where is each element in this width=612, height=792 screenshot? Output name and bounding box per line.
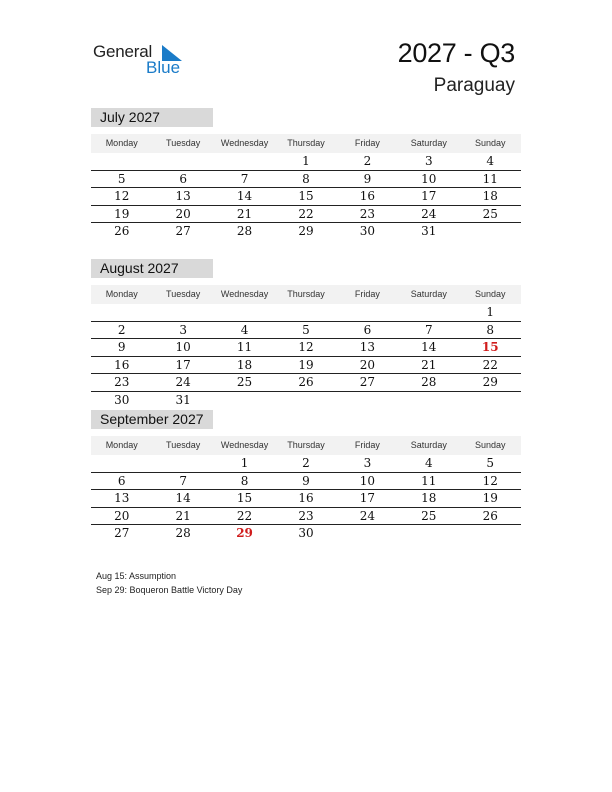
- logo-text-general: General: [93, 42, 153, 61]
- day-cell: 12: [114, 189, 130, 203]
- day-cell: 30: [114, 392, 130, 407]
- day-cell: 25: [421, 508, 437, 523]
- week-row: [91, 392, 521, 409]
- weekday-header-row: [91, 285, 521, 304]
- week-row: [91, 339, 521, 357]
- day-cell: 17: [175, 357, 191, 372]
- month-august: [91, 259, 521, 408]
- week-row: [91, 206, 521, 224]
- day-cell: 1: [302, 154, 310, 168]
- day-cell: 22: [236, 508, 253, 523]
- month-july: [91, 108, 521, 240]
- day-cell: 12: [482, 473, 498, 488]
- day-cell: [460, 525, 521, 542]
- day-cell: 28: [236, 224, 253, 238]
- day-cell: 6: [179, 171, 187, 186]
- day-cell: 6: [117, 473, 126, 488]
- day-cell: 23: [359, 206, 376, 221]
- week-row: [91, 473, 521, 491]
- day-cell: [398, 304, 459, 321]
- day-cell: 21: [236, 206, 253, 221]
- weekday-label: Thursday: [287, 440, 325, 450]
- weekday-label: Monday: [105, 138, 138, 148]
- day-cell: 5: [302, 322, 310, 337]
- week-row: [91, 357, 521, 375]
- day-cell: 14: [175, 491, 191, 505]
- day-cell: 27: [114, 526, 130, 540]
- weekday-label: Wednesday: [220, 289, 269, 299]
- day-cell: 14: [236, 189, 253, 203]
- weekday-label: Sunday: [474, 138, 506, 148]
- day-cell: 31: [175, 392, 191, 407]
- day-cell: 7: [179, 473, 187, 488]
- day-cell: 17: [359, 491, 376, 505]
- weekday-label: Sunday: [474, 289, 506, 299]
- day-cell: [152, 153, 213, 170]
- weekday-header-row: [91, 134, 521, 153]
- weekday-label: Friday: [354, 289, 380, 299]
- day-cell: 1: [486, 305, 495, 319]
- day-cell: 21: [421, 357, 437, 372]
- holiday-note: Aug 15: Assumption: [96, 571, 177, 581]
- day-cell: 7: [240, 171, 249, 186]
- day-cell: 21: [175, 508, 191, 523]
- day-cell: 11: [421, 473, 437, 488]
- day-cell: 10: [175, 340, 191, 354]
- day-cell: 11: [236, 340, 253, 354]
- weekday-label: Saturday: [410, 138, 447, 148]
- day-cell: 19: [298, 357, 314, 372]
- day-cell: 2: [117, 322, 126, 337]
- day-cell: [91, 304, 152, 321]
- day-cell: 26: [482, 508, 498, 523]
- day-cell: 25: [482, 206, 498, 221]
- day-cell: 7: [425, 322, 433, 337]
- day-cell: 2: [363, 154, 372, 168]
- day-cell: [275, 304, 336, 321]
- week-row: [91, 455, 521, 473]
- day-cell: 6: [363, 322, 372, 337]
- day-cell: [91, 153, 152, 170]
- day-cell: 22: [482, 357, 498, 372]
- weekday-label: Wednesday: [220, 440, 269, 450]
- weekday-label: Friday: [354, 138, 380, 148]
- day-cell: 19: [482, 491, 498, 505]
- holiday-note: Sep 29: Boqueron Battle Victory Day: [96, 584, 243, 595]
- page-title: 2027 - Q3: [397, 38, 515, 68]
- month-name: August 2027: [91, 259, 213, 278]
- day-cell: 27: [175, 224, 191, 238]
- day-cell: 8: [240, 473, 249, 488]
- day-cell: [398, 525, 459, 542]
- week-row: [91, 525, 521, 542]
- day-cell: 5: [117, 171, 126, 186]
- day-cell: 4: [486, 154, 495, 168]
- day-cell: 13: [114, 491, 130, 505]
- day-cell: 29: [298, 224, 314, 238]
- day-cell: [275, 392, 336, 409]
- day-cell: 20: [175, 206, 191, 221]
- day-cell: 16: [359, 189, 376, 203]
- day-cell: 10: [359, 473, 376, 488]
- day-cell: 30: [298, 526, 314, 540]
- day-cell: [337, 392, 398, 409]
- day-cell: 18: [421, 491, 437, 505]
- day-cell: [152, 304, 213, 321]
- day-cell: [214, 392, 275, 409]
- day-cell: 23: [114, 375, 130, 389]
- day-cell: [460, 392, 521, 409]
- day-cell: [337, 304, 398, 321]
- day-cell: 24: [359, 508, 376, 523]
- weekday-label: Saturday: [410, 289, 447, 299]
- day-cell: 27: [359, 375, 376, 389]
- generalblue-logo: [93, 42, 193, 78]
- day-cell: [337, 525, 398, 542]
- day-cell: 31: [421, 224, 437, 238]
- month-name: July 2027: [91, 108, 213, 127]
- day-cell: 24: [421, 206, 437, 221]
- day-cell: 24: [175, 375, 191, 389]
- weekday-label: Wednesday: [220, 138, 269, 148]
- day-cell: 10: [421, 171, 437, 186]
- weekday-label: Monday: [105, 440, 138, 450]
- day-cell: [152, 455, 213, 472]
- day-cell: 17: [421, 189, 437, 203]
- weekday-label: Tuesday: [166, 289, 201, 299]
- day-cell: 15: [236, 491, 253, 505]
- holiday-day-cell: 15: [481, 340, 499, 354]
- day-cell: 18: [236, 357, 253, 372]
- week-row: [91, 304, 521, 322]
- day-cell: 3: [363, 456, 372, 470]
- weekday-label: Saturday: [410, 440, 447, 450]
- week-row: [91, 223, 521, 240]
- day-cell: [398, 392, 459, 409]
- weekday-header-row: [91, 436, 521, 455]
- day-cell: 3: [425, 154, 433, 168]
- day-cell: 20: [114, 508, 130, 523]
- holiday-notes: [96, 570, 242, 597]
- day-cell: 22: [298, 206, 314, 221]
- day-cell: 28: [175, 526, 191, 540]
- day-cell: 30: [359, 224, 376, 238]
- day-cell: 23: [298, 508, 314, 523]
- week-row: [91, 322, 521, 340]
- day-cell: 14: [421, 340, 437, 354]
- day-cell: 4: [240, 322, 249, 337]
- country-name: Paraguay: [433, 75, 515, 96]
- day-cell: [214, 304, 275, 321]
- month-september: [91, 410, 521, 542]
- weekday-label: Tuesday: [166, 138, 201, 148]
- weekday-label: Monday: [105, 289, 138, 299]
- day-cell: 11: [482, 171, 498, 186]
- week-row: [91, 171, 521, 189]
- day-cell: 13: [359, 340, 376, 354]
- weekday-label: Thursday: [287, 289, 325, 299]
- weekday-label: Tuesday: [166, 440, 201, 450]
- weekday-label: Thursday: [287, 138, 325, 148]
- day-cell: [460, 223, 521, 240]
- week-row: [91, 188, 521, 206]
- day-cell: 2: [302, 456, 310, 470]
- day-cell: 18: [482, 189, 498, 203]
- week-row: [91, 490, 521, 508]
- day-cell: 16: [298, 491, 314, 505]
- day-cell: 5: [486, 456, 495, 470]
- day-cell: 15: [298, 189, 314, 203]
- weekday-label: Friday: [354, 440, 380, 450]
- weekday-label: Sunday: [474, 440, 506, 450]
- week-row: [91, 153, 521, 171]
- week-row: [91, 508, 521, 526]
- day-cell: [214, 153, 275, 170]
- day-cell: 9: [363, 171, 372, 186]
- day-cell: 16: [114, 357, 130, 372]
- day-cell: 13: [175, 189, 191, 203]
- day-cell: 9: [302, 473, 310, 488]
- day-cell: 25: [236, 375, 253, 389]
- day-cell: 29: [482, 375, 498, 389]
- day-cell: 1: [240, 456, 249, 470]
- day-cell: 28: [421, 375, 437, 389]
- week-row: [91, 374, 521, 392]
- month-name: September 2027: [91, 410, 213, 429]
- day-cell: 12: [298, 340, 314, 354]
- logo-text-blue: Blue: [146, 58, 181, 77]
- day-cell: 19: [114, 206, 130, 221]
- day-cell: 4: [425, 456, 433, 470]
- day-cell: 9: [117, 340, 126, 354]
- day-cell: 26: [298, 375, 314, 389]
- day-cell: [91, 455, 152, 472]
- day-cell: 3: [179, 322, 187, 337]
- day-cell: 8: [486, 322, 495, 337]
- holiday-day-cell: 29: [236, 526, 253, 540]
- day-cell: 8: [302, 171, 310, 186]
- day-cell: 20: [359, 357, 376, 372]
- day-cell: 26: [114, 224, 130, 238]
